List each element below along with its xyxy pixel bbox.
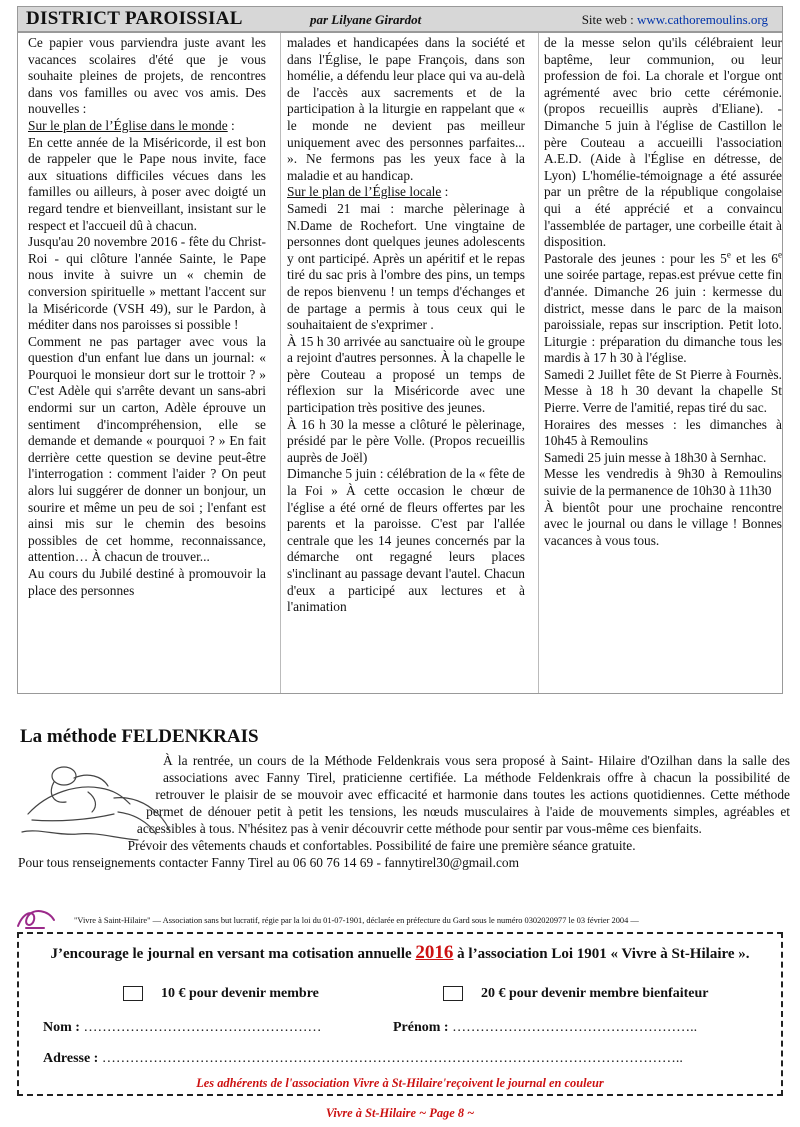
form-heading: J’encourage le journal en versant ma cotisation annuelle 2016 à l’association Loi 1901 « Vivre à St-Hilaire ».: [50, 942, 750, 963]
paragraph: Samedi 21 mai : marche pèlerinage à N.Dame de Rochefort. Une vingtaine de personnes dont quelques jeunes adolescents y ont participé. Après un apéritif et le repas tiré du sac pris à l'ombre des pins, un temps de repos bienvenu ! un temps d'échanges et de partage a permis à tous ceux qui le souhaitaient de s'exprimer .: [287, 200, 525, 333]
option-member: [123, 986, 319, 1002]
adresse-field[interactable]: [43, 1051, 683, 1067]
association-legal-notice: "Vivre à Saint-Hilaire" — Association sans but lucratif, régie par la loi du 01-07-1901, déclarée en préfecture du Gard sous le numéro 0302020977 le 03 février 2004 —: [74, 916, 639, 925]
option-label: 10 € pour devenir membre: [161, 986, 319, 1001]
subheading-world: Sur le plan de l’Église dans le monde :: [28, 117, 235, 133]
nom-label: Nom :: [43, 1020, 84, 1035]
paragraph: À la rentrée, un cours de la Méthode Feldenkrais vous sera proposé à Saint- Hilaire d'Ozilhan dans la salle des associations avec Fanny Tirel, praticienne certifiée. La méthode Feldenkrais offre à chacun la possibilité de retrouver le plaisir de se mouvoir avec efficacité et harmonie dans toutes les actions quotidiennes. Cette méthode permet de dénouer petit à petit les tensions, les nœuds musculaires à l'aide de mouvements simples, agréables et accessibles à tous. N'hésitez pas à venir découvrir cette méthode pour sentir par vous-même ces bienfaits.: [136, 753, 790, 836]
paragraph: Horaires des messes : les dimanches à 10h45 à Remoulins: [544, 416, 782, 449]
section-header: [17, 6, 783, 32]
color-journal-note: Les adhérents de l'association Vivre à St-Hilaire'reçoivent le journal en couleur: [196, 1076, 604, 1090]
article-column-2: [287, 35, 525, 616]
contact-line: Pour tous renseignements contacter Fanny Tirel au 06 60 76 14 69 - fannytirel30@gmail.com: [18, 855, 520, 870]
paragraph: À bientôt pour une prochaine rencontre avec le journal ou dans le village ! Bonnes vacances à vous tous.: [544, 499, 782, 548]
article-column-1: [28, 35, 266, 599]
option-label: 20 € pour devenir membre bienfaiteur: [481, 986, 709, 1001]
paragraph: Prévoir des vêtements chauds et confortables. Possibilité de faire une première séance gratuite.: [127, 838, 636, 853]
benefactor-checkbox[interactable]: [443, 986, 463, 1001]
paragraph: de la messe selon qu'ils célébraient leur baptême, leur communion, ou leur profession de foi. La chorale et l'orgue ont agrémenté avec brio cette cérémonie. (propos recueillis auprès d'Eliane). - Dimanche 5 juin à l'église de Castillon le père Couteau a accueilli l'association A.E.D. (Aide à l'Église en détresse, de Lyon) L'homélie-témoignage a été assurée par un prêtre de la république congolaise qui a été apprécié et a convaincu l'assemblée de partager, une corbeille était à disposition.: [544, 35, 782, 250]
column-divider: [280, 33, 281, 693]
prenom-field[interactable]: [393, 1020, 697, 1036]
paragraph: Dimanche 5 juin : célébration de la « fête de la Foi » À cette occasion le chœur de l'église a été orné de fleurs offertes par les parents et la paroisse. C'est par l'allée centrale que les 14 jeunes concernés par la démarche ont regagné leurs places s'inclinant au passage devant l'autel. Chacun d'eux a participé aux lectures et à l'animation: [287, 466, 525, 615]
member-checkbox[interactable]: [123, 986, 143, 1001]
paragraph: Samedi 25 juin messe à 18h30 à Sernhac.: [544, 449, 767, 465]
subheading-local: Sur le plan de l’Église locale :: [287, 184, 449, 200]
nom-blank[interactable]: ……………………………………………: [83, 1020, 322, 1035]
adresse-label: Adresse :: [43, 1051, 102, 1066]
paragraph: Au cours du Jubilé destiné à promouvoir la place des personnes: [28, 566, 266, 598]
paragraph: Messe les vendredis à 9h30 à Remoulins suivie de la permanence de 10h30 à 11h30: [544, 466, 782, 499]
website-link[interactable]: www.cathoremoulins.org: [636, 12, 768, 27]
feldenkrais-title: La méthode FELDENKRAIS: [20, 726, 259, 747]
paragraph: Samedi 2 Juillet fête de St Pierre à Fournès. Messe à 18 h 30 devant la chapelle St Pierre. Verre de l'amitié, repas tiré du sac.: [544, 366, 782, 416]
prenom-label: Prénom :: [393, 1020, 453, 1035]
column-divider: [538, 33, 539, 693]
paragraph: À 16 h 30 la messe a clôturé le pèlerinage, présidé par le père Volle. (Propos recueillis auprès de Joël): [287, 416, 525, 465]
prenom-blank[interactable]: ……………………………………………..: [452, 1020, 698, 1035]
article-column-3: [544, 35, 782, 549]
district-article: [17, 32, 783, 694]
paragraph: En cette année de la Miséricorde, il est bon de rappeler que le Pape nous invite, face aux situations difficiles vécues dans les familles ou ailleurs, à poser avec doigté un regard tendre et bienveillant, insistant sur le respect et l'accueil dû à chacun.: [28, 134, 266, 233]
author-byline: par Lilyane Girardot: [310, 12, 422, 27]
paragraph: À 15 h 30 arrivée au sanctuaire où le groupe a rejoint d'autres personnes. À la chapelle le père Couteau a proposé un temps de réflexion sur la Miséricorde avec une participation très positive des jeunes.: [287, 333, 525, 416]
paragraph: Comment ne pas partager avec vous la question d'un enfant lue dans un journal: « Pourquoi le monsieur dort sur le trottoir ? » C'est Adèle qui s'arrête devant un sans-abri endormi sur un carton, Adèle éprouve un sentiment d'incompréhension, elle se demande et demande « pourquoi ? » En fait derrière cette question se devine peut-être l'interrogation : comment l'aider ? On peut alors lui suggérer de donner un bonjour, un sourire et même un peu de soi ; l'enfant est ainsi mis sur le chemin des besoins possibles de cet homme, reconnaissance, attention… À chacun de trouver...: [28, 333, 266, 565]
paragraph: malades et handicapées dans la société et dans l'Église, le pape François, dans son homélie, a défendu leur place qui va au-delà de l'accès aux sacrements et de la participation à la liturgie en rappelant que « le monde ne devient pas meilleur uniquement avec des personnes parfaites... ». Ne fermons pas les yeux face à la maladie et au handicap.: [287, 35, 525, 183]
paragraph-youth: Pastorale des jeunes : pour les 5e et les 6e une soirée partage, repas.est prévue cette fin d'année. Dimanche 26 juin : kermesse du district, messe dans le parc de la maison paroissiale, repas sur inscription. Petit loto. Liturgie : préparation du dimanche tous les mardis à 17 h 30 à l'église.: [544, 249, 782, 366]
page-footer: Vivre à St-Hilaire ~ Page 8 ~: [325, 1106, 475, 1120]
nom-field[interactable]: [43, 1020, 321, 1036]
association-logo-icon: [14, 906, 58, 932]
website-info: [582, 12, 768, 28]
reclining-person-illustration: [18, 752, 178, 844]
paragraph: Ce papier vous parviendra juste avant les vacances scolaires d'été que je vous souhaite pleines de projets, de rencontres dans vos familles ou avec vos amis. Des nouvelles :: [28, 35, 266, 117]
adresse-blank[interactable]: ……………………………………………………………………………………………………………..: [101, 1051, 683, 1066]
membership-form: [17, 932, 783, 1096]
membership-year: 2016: [415, 942, 454, 963]
website-label: Site web :: [581, 12, 637, 27]
paragraph: Jusqu'au 20 novembre 2016 - fête du Christ-Roi - qui clôture l'année Sainte, le Pape nous invite à suivre un « chemin de conversion spirituelle » mettant l'accent sur la Miséricorde (VSH 49), sur le Pardon, à méditer dans nos paroisses si possible !: [28, 234, 266, 333]
option-benefactor: [443, 986, 709, 1002]
section-title: DISTRICT PAROISSIAL: [26, 8, 243, 29]
